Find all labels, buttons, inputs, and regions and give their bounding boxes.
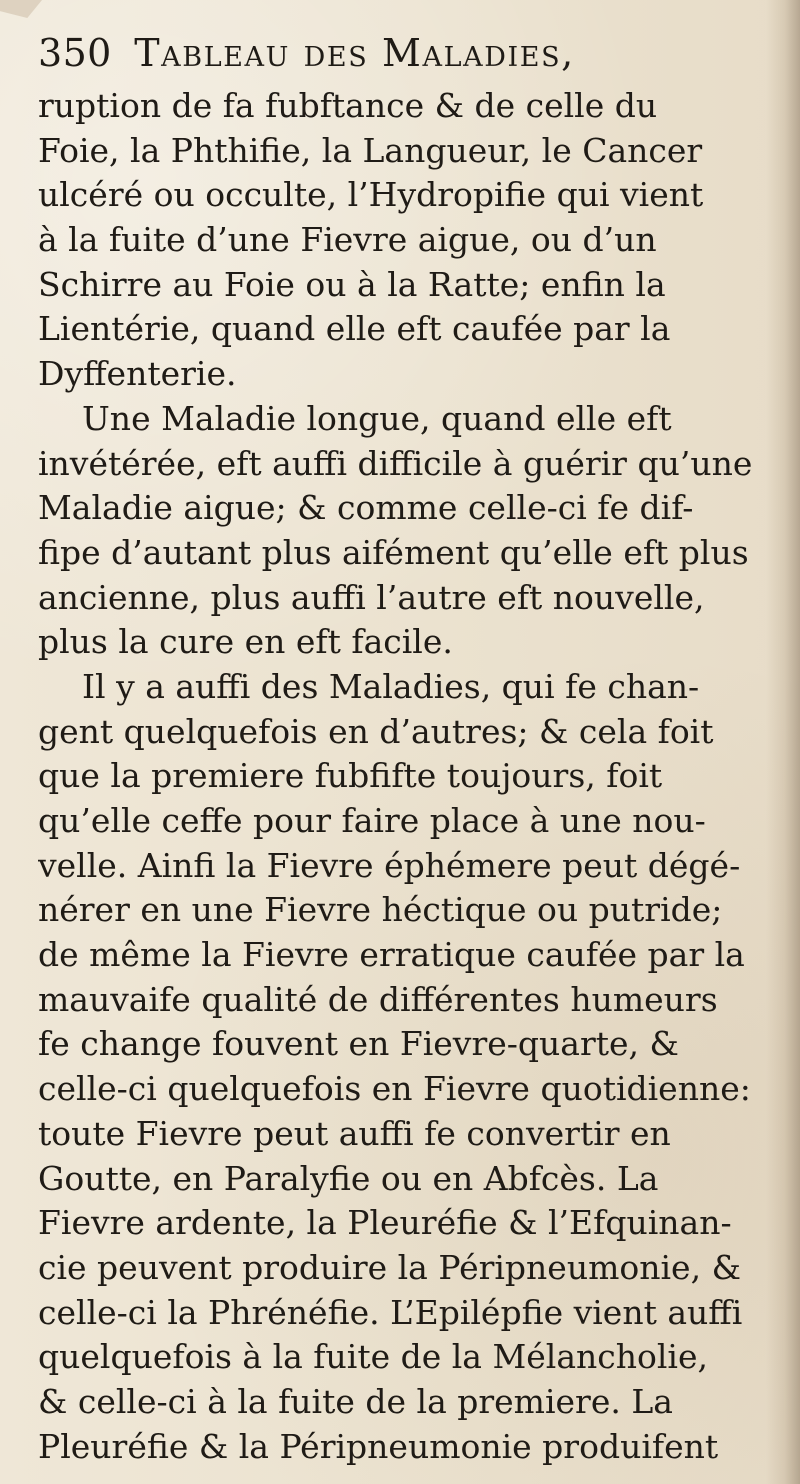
paragraph-start-line: Il y a auffi des Maladies, qui fe chan- [82, 666, 700, 706]
text-line: gent quelquefois en d’autres; & cela foit [38, 711, 714, 751]
paragraph-start-line: Une Maladie longue, quand elle eft [82, 398, 672, 438]
text-line: ancienne, plus auffi l’autre eft nouvelle, [38, 577, 705, 617]
text-line: nérer en une Fievre héctique ou putride; [38, 890, 723, 930]
text-line: Lientérie, quand elle eft caufée par la [38, 309, 671, 349]
page-number: 350 [38, 31, 112, 75]
body-text [38, 84, 768, 1469]
text-line: invétérée, eft auffi difficile à guérir qu’une [38, 443, 753, 483]
text-line: ruption de fa fubftance & de celle du [38, 86, 658, 125]
text-line: mauvaife qualité de différentes humeurs [38, 979, 718, 1019]
page-corner-mark [0, 0, 42, 18]
text-line: fe change fouvent en Fievre-quarte, & [38, 1024, 679, 1064]
text-line: Foie, la Phthifie, la Langueur, le Cancer [38, 130, 703, 170]
text-line: celle-ci la Phrénéfie. L’Epilépfie vient auffi [38, 1292, 743, 1332]
text-line: Dyffenterie. [38, 354, 237, 394]
text-line: fipe d’autant plus aifément qu’elle eft plus [38, 532, 749, 572]
page-edge-shadow [766, 0, 800, 1484]
text-line: quelquefois à la fuite de la Mélancholie, [38, 1337, 709, 1377]
text-line: Schirre au Foie ou à la Ratte; enfin la [38, 264, 666, 304]
text-line: Pleuréfie & la Péripneumonie produifent [38, 1426, 719, 1466]
text-line: que la premiere fubfifte toujours, foit [38, 756, 663, 796]
text-line: qu’elle ceffe pour faire place à une nou- [38, 801, 706, 840]
text-line: Maladie aigue; & comme celle-ci fe dif- [38, 488, 694, 528]
text-line: Fievre ardente, la Pleuréfie & l’Efquinan- [38, 1203, 732, 1243]
running-title: Tableau des Maladies, [134, 31, 575, 75]
text-line: Goutte, en Paralyfie ou en Abfcès. La [38, 1158, 659, 1198]
page-header [38, 28, 738, 78]
text-line: à la fuite d’une Fievre aigue, ou d’un [38, 220, 657, 260]
text-line: toute Fievre peut auffi fe convertir en [38, 1113, 671, 1153]
text-line: cie peuvent produire la Péripneumonie, & [38, 1247, 741, 1287]
text-line: de même la Fievre erratique caufée par la [38, 935, 745, 975]
text-line: & celle-ci à la fuite de la premiere. La [38, 1381, 673, 1421]
text-line: velle. Ainfi la Fievre éphémere peut dégé- [38, 845, 741, 885]
text-line: ulcéré ou occulte, l’Hydropifie qui vient [38, 175, 704, 215]
text-line: plus la cure en eft facile. [38, 622, 453, 662]
text-line: celle-ci quelquefois en Fievre quotidienne: [38, 1069, 751, 1109]
